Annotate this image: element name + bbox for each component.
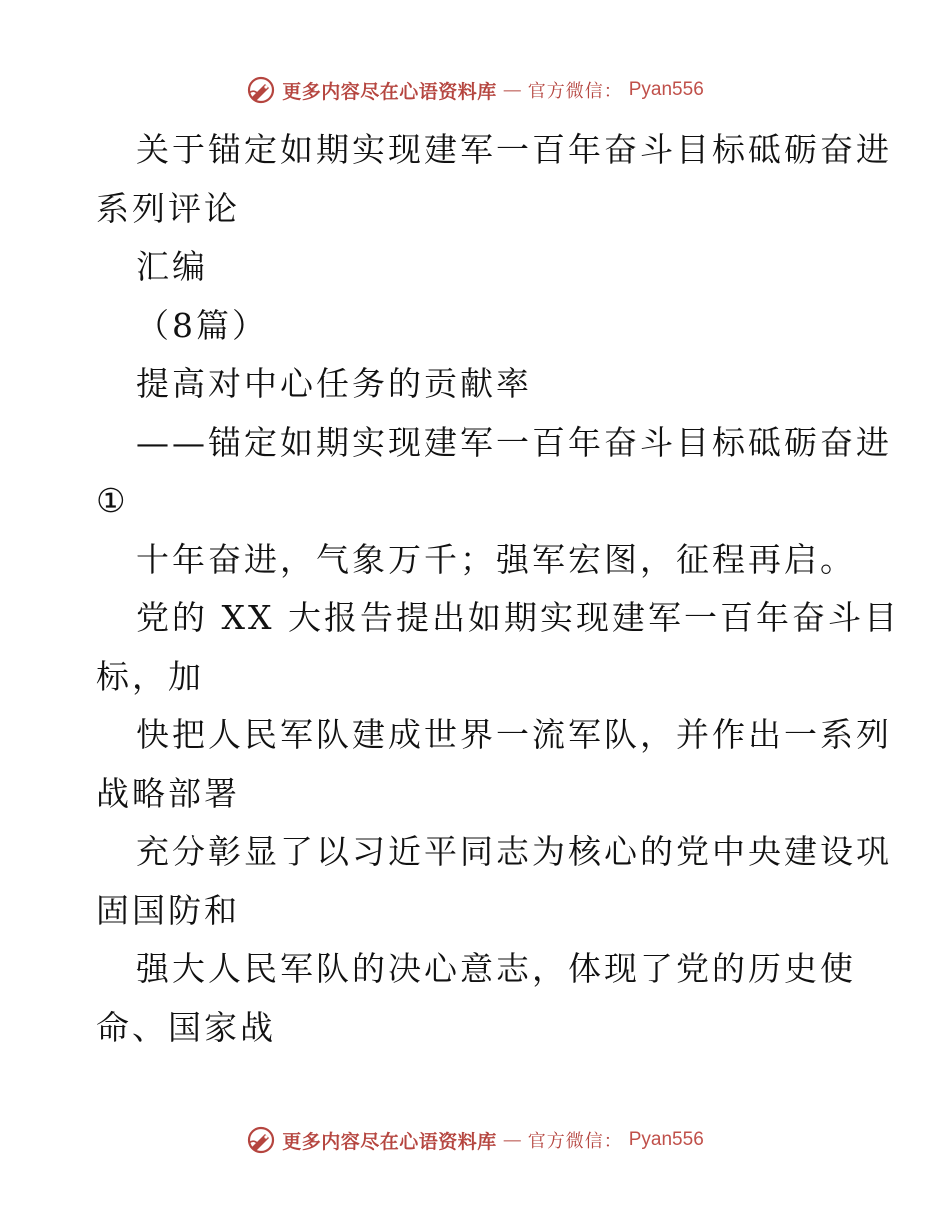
article-count: （8篇） <box>136 305 268 345</box>
paragraph-line: 快把人民军队建成世界一流军队，并作出一系列 <box>136 715 892 754</box>
footer-watermark-banner <box>0 1120 950 1160</box>
paragraph-line: 命、国家战 <box>96 1007 276 1047</box>
paragraph-line: 标，加 <box>96 656 204 696</box>
watermark-wechat-id: Pyan556 <box>628 79 704 100</box>
title-line-3: 汇编 <box>136 247 208 286</box>
title-line-2: 系列评论 <box>96 188 240 228</box>
paragraph-line: 固国防和 <box>96 890 240 930</box>
title-line-1: 关于锚定如期实现建军一百年奋斗目标砥砺奋进 <box>136 130 892 169</box>
paragraph-line: 战略部署 <box>96 773 240 813</box>
watermark-text: 更多内容尽在心语资料库 <box>282 80 497 103</box>
article-subtitle-line-2: ① <box>96 481 129 520</box>
article-title: 提高对中心任务的贡献率 <box>136 364 532 403</box>
document-body <box>96 121 900 1057</box>
article-subtitle-line-1: ——锚定如期实现建军一百年奋斗目标砥砺奋进 <box>136 422 892 462</box>
paragraph-line: 强大人民军队的决心意志，体现了党的历史使 <box>136 949 856 988</box>
header-watermark-banner <box>0 70 950 110</box>
pen-nib-logo-icon <box>246 1125 276 1155</box>
paragraph-line: 十年奋进，气象万千；强军宏图，征程再启。 <box>136 539 856 579</box>
paragraph-line: 党的 XX 大报告提出如期实现建军一百年奋斗目 <box>136 598 900 637</box>
pen-nib-logo-icon <box>246 75 276 105</box>
watermark-wechat-id: Pyan556 <box>628 1129 704 1150</box>
watermark-dash: — <box>502 79 522 101</box>
watermark-dash: — <box>502 1129 522 1151</box>
paragraph-line: 充分彰显了以习近平同志为核心的党中央建设巩 <box>136 832 892 871</box>
watermark-wechat-label: 官方微信： <box>527 1131 623 1152</box>
watermark-wechat-label: 官方微信： <box>527 81 623 102</box>
watermark-text: 更多内容尽在心语资料库 <box>282 1130 497 1153</box>
